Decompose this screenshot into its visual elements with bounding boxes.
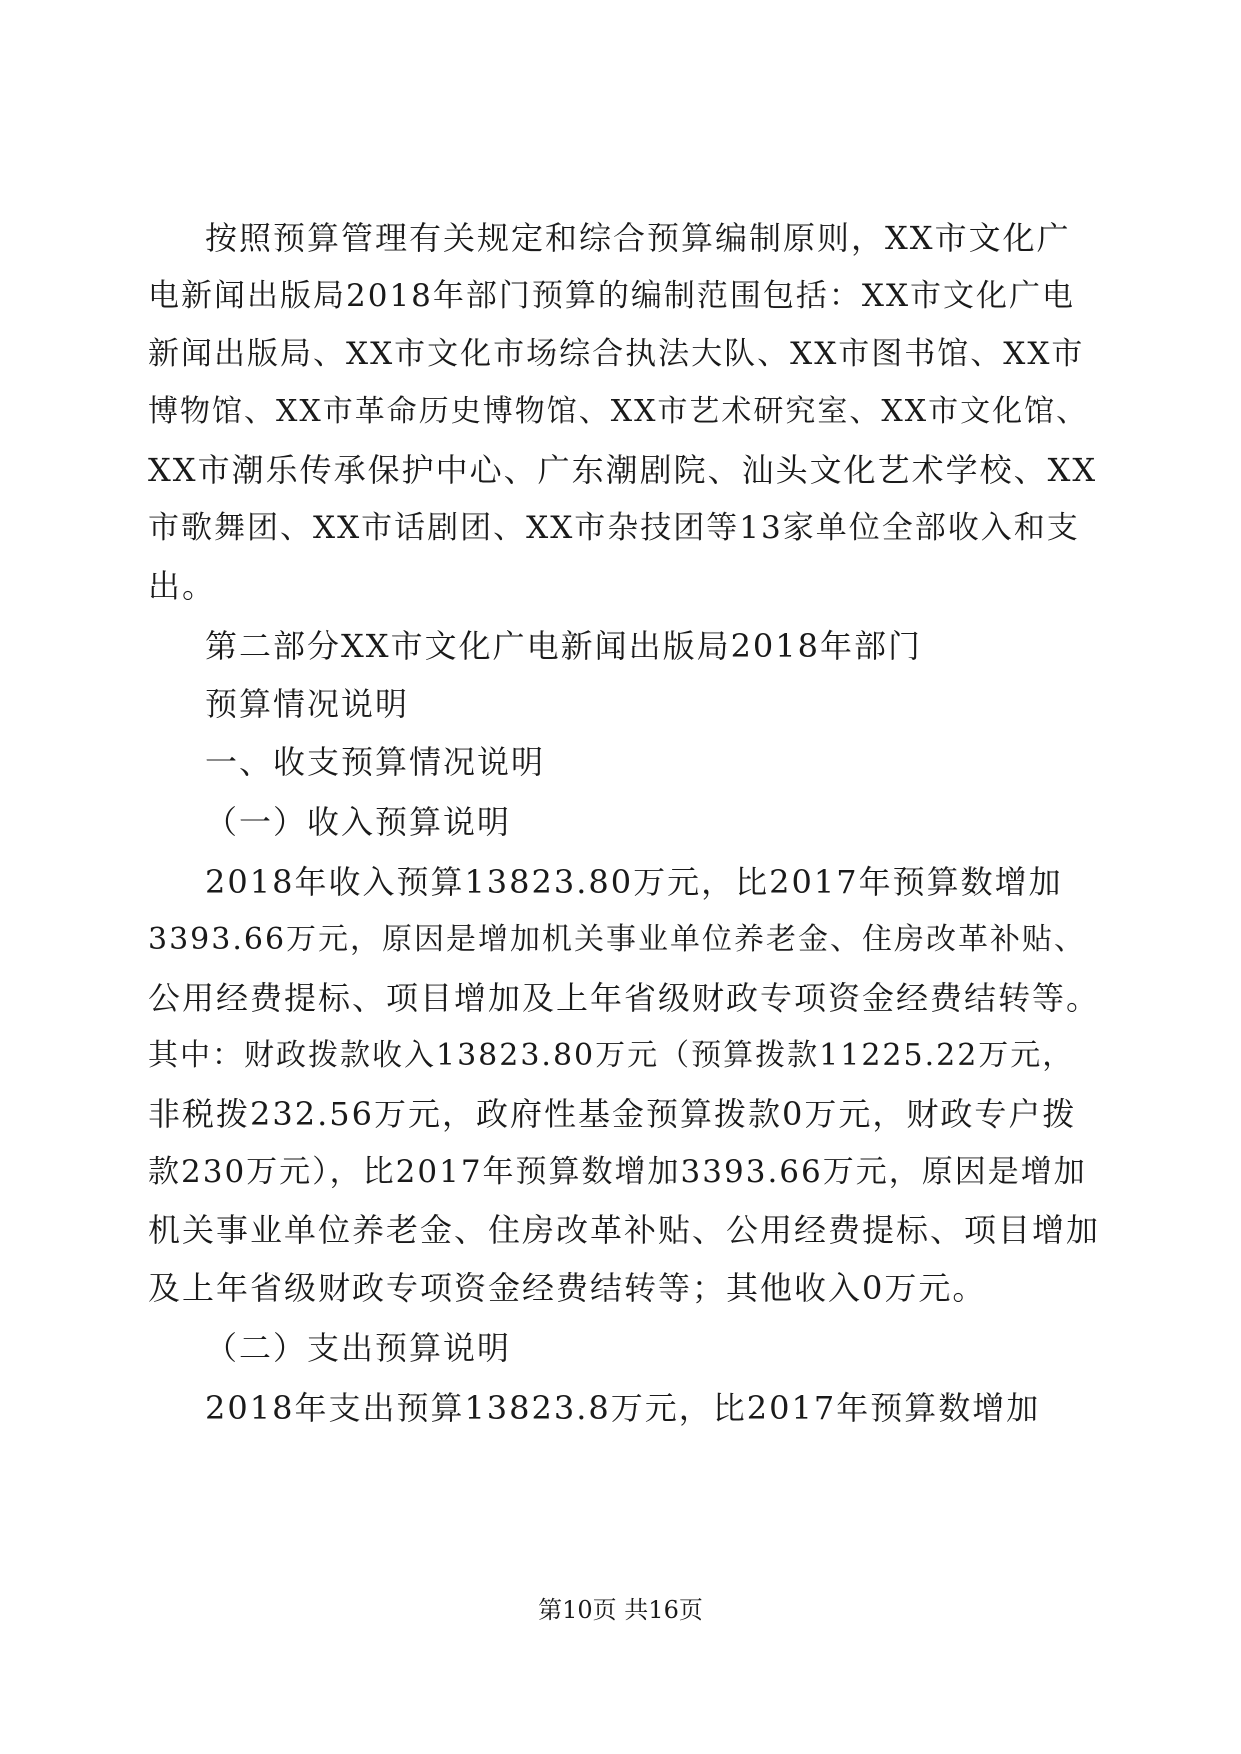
part-heading-line-2: 预算情况说明 xyxy=(205,685,410,723)
income-paragraph-line-7: 机关事业单位养老金、住房改革补贴、公用经费提标、项目增加 xyxy=(148,1211,1101,1249)
subsection-expense-heading: （二）支出预算说明 xyxy=(205,1329,512,1367)
scope-paragraph-line-7: 出。 xyxy=(148,567,217,605)
income-paragraph-line-2: 3393.66万元，原因是增加机关事业单位养老金、住房改革补贴、 xyxy=(148,922,1087,957)
part-heading-line-1: 第二部分XX市文化广电新闻出版局2018年部门 xyxy=(205,627,923,665)
subsection-income-heading: （一）收入预算说明 xyxy=(205,803,512,841)
scope-paragraph-line-1: 按照预算管理有关规定和综合预算编制原则，XX市文化广 xyxy=(205,219,1071,257)
page-number-footer: 第10页 共16页 xyxy=(538,1596,703,1624)
income-paragraph-line-5: 非税拨232.56万元，政府性基金预算拨款0万元，财政专户拨 xyxy=(148,1095,1077,1133)
income-paragraph-line-1: 2018年收入预算13823.80万元，比2017年预算数增加 xyxy=(205,863,1063,901)
expense-paragraph-line-1: 2018年支出预算13823.8万元，比2017年预算数增加 xyxy=(205,1389,1041,1427)
income-paragraph-line-8: 及上年省级财政专项资金经费结转等；其他收入0万元。 xyxy=(148,1269,987,1307)
scope-paragraph-line-2: 电新闻出版局2018年部门预算的编制范围包括：XX市文化广电 xyxy=(148,278,1076,314)
income-paragraph-line-3: 公用经费提标、项目增加及上年省级财政专项资金经费结转等。 xyxy=(148,979,1101,1017)
scope-paragraph-line-4: 博物馆、XX市革命历史博物馆、XX市艺术研究室、XX市文化馆、 xyxy=(148,394,1089,429)
section-heading: 一、收支预算情况说明 xyxy=(205,743,546,781)
scope-paragraph-line-3: 新闻出版局、XX市文化市场综合执法大队、XX市图书馆、XX市 xyxy=(148,336,1085,372)
scope-paragraph-line-6: 市歌舞团、XX市话剧团、XX市杂技团等13家单位全部收入和支 xyxy=(148,510,1080,546)
scope-paragraph-line-5: XX市潮乐传承保护中心、广东潮剧院、汕头文化艺术学校、XX xyxy=(148,451,1098,489)
income-paragraph-line-6: 款230万元），比2017年预算数增加3393.66万元，原因是增加 xyxy=(148,1154,1087,1190)
income-paragraph-line-4: 其中：财政拨款收入13823.80万元（预算拨款11225.22万元， xyxy=(148,1038,1075,1073)
